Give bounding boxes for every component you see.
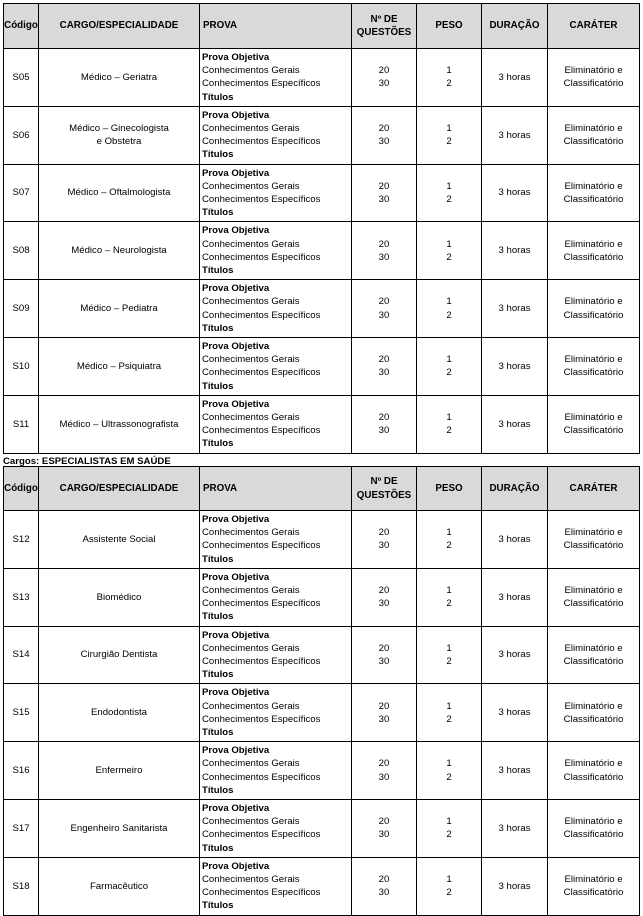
cell-cargo bbox=[39, 222, 200, 280]
cell-questoes bbox=[352, 337, 417, 395]
cell-questoes bbox=[352, 395, 417, 453]
prova-title: Prova Objetiva bbox=[202, 745, 270, 757]
peso-gerais: 1 bbox=[446, 527, 452, 539]
cell-prova bbox=[200, 568, 352, 626]
cell-codigo: S15 bbox=[4, 684, 39, 742]
peso-especificos: 2 bbox=[446, 829, 452, 841]
table-row bbox=[4, 568, 640, 626]
cell-prova bbox=[200, 395, 352, 453]
questoes-gerais: 20 bbox=[378, 527, 390, 539]
prova-gerais: Conhecimentos Gerais bbox=[202, 354, 300, 366]
cell-prova bbox=[200, 280, 352, 338]
cargo-line-1: Médico – Geriatra bbox=[80, 71, 158, 83]
cell-prova bbox=[200, 337, 352, 395]
cell-codigo: S07 bbox=[4, 164, 39, 222]
table-row bbox=[4, 511, 640, 569]
cell-carater bbox=[548, 568, 640, 626]
carater-line-1: Eliminatório e bbox=[564, 527, 623, 539]
cell-peso bbox=[417, 626, 482, 684]
questoes-gerais: 20 bbox=[378, 238, 390, 250]
cell-cargo bbox=[39, 742, 200, 800]
cargo-line-1: Assistente Social bbox=[82, 533, 156, 545]
prova-especificos: Conhecimentos Específicos bbox=[202, 193, 321, 205]
cell-peso bbox=[417, 49, 482, 107]
peso-especificos: 2 bbox=[446, 540, 452, 552]
peso-gerais: 1 bbox=[446, 584, 452, 596]
peso-especificos: 2 bbox=[446, 425, 452, 437]
peso-especificos: 2 bbox=[446, 598, 452, 610]
carater-line-1: Eliminatório e bbox=[564, 584, 623, 596]
questoes-gerais: 20 bbox=[378, 642, 390, 654]
header-carater: CARÁTER bbox=[548, 4, 640, 49]
prova-gerais: Conhecimentos Gerais bbox=[202, 873, 300, 885]
cell-codigo: S05 bbox=[4, 49, 39, 107]
cargo-line-2: e Obstetra bbox=[96, 136, 142, 148]
questoes-especificos: 30 bbox=[378, 78, 390, 90]
cell-codigo: S11 bbox=[4, 395, 39, 453]
table-row bbox=[4, 684, 640, 742]
prova-titulos: Títulos bbox=[202, 611, 234, 623]
cell-peso bbox=[417, 568, 482, 626]
prova-titulos: Títulos bbox=[202, 784, 234, 796]
cargo-line-1: Médico – Neurologista bbox=[71, 245, 167, 257]
prova-title: Prova Objetiva bbox=[202, 629, 270, 641]
header-duracao: DURAÇÃO bbox=[482, 4, 548, 49]
cargo-line-1: Engenheiro Sanitarista bbox=[70, 822, 168, 834]
carater-line-1: Eliminatório e bbox=[564, 700, 623, 712]
prova-titulos: Títulos bbox=[202, 264, 234, 276]
cell-cargo bbox=[39, 164, 200, 222]
peso-especificos: 2 bbox=[446, 713, 452, 725]
prova-titulos: Títulos bbox=[202, 91, 234, 103]
cell-prova bbox=[200, 857, 352, 915]
prova-titulos: Títulos bbox=[202, 900, 234, 912]
prova-title: Prova Objetiva bbox=[202, 687, 270, 699]
prova-gerais: Conhecimentos Gerais bbox=[202, 816, 300, 828]
prova-especificos: Conhecimentos Específicos bbox=[202, 251, 321, 263]
carater-line-2: Classificatório bbox=[563, 829, 624, 841]
questoes-especificos: 30 bbox=[378, 829, 390, 841]
peso-especificos: 2 bbox=[446, 367, 452, 379]
cell-codigo: S10 bbox=[4, 337, 39, 395]
questoes-gerais: 20 bbox=[378, 700, 390, 712]
header-carater: CARÁTER bbox=[548, 467, 640, 511]
cargo-line-1: Médico – Psiquiatra bbox=[76, 360, 162, 372]
peso-gerais: 1 bbox=[446, 296, 452, 308]
peso-especificos: 2 bbox=[446, 655, 452, 667]
header-prova: PROVA bbox=[200, 467, 352, 511]
cell-duracao: 3 horas bbox=[482, 742, 548, 800]
prova-gerais: Conhecimentos Gerais bbox=[202, 296, 300, 308]
peso-especificos: 2 bbox=[446, 887, 452, 899]
header-peso: PESO bbox=[417, 467, 482, 511]
prova-title: Prova Objetiva bbox=[202, 225, 270, 237]
cell-peso bbox=[417, 164, 482, 222]
questoes-especificos: 30 bbox=[378, 136, 390, 148]
header-prova: PROVA bbox=[200, 4, 352, 49]
prova-title: Prova Objetiva bbox=[202, 167, 270, 179]
carater-line-1: Eliminatório e bbox=[564, 296, 623, 308]
prova-gerais: Conhecimentos Gerais bbox=[202, 65, 300, 77]
cell-duracao: 3 horas bbox=[482, 799, 548, 857]
cell-codigo: S12 bbox=[4, 511, 39, 569]
prova-title: Prova Objetiva bbox=[202, 283, 270, 295]
prova-especificos: Conhecimentos Específicos bbox=[202, 367, 321, 379]
peso-especificos: 2 bbox=[446, 193, 452, 205]
prova-gerais: Conhecimentos Gerais bbox=[202, 122, 300, 134]
peso-gerais: 1 bbox=[446, 65, 452, 77]
cell-questoes bbox=[352, 799, 417, 857]
cell-questoes bbox=[352, 626, 417, 684]
prova-titulos: Títulos bbox=[202, 207, 234, 219]
cargo-line-1: Médico – Oftalmologista bbox=[67, 187, 171, 199]
cargo-line-1: Médico – Ultrassonografista bbox=[59, 418, 179, 430]
cargo-line-1: Enfermeiro bbox=[95, 764, 143, 776]
prova-titulos: Títulos bbox=[202, 553, 234, 565]
cell-cargo bbox=[39, 626, 200, 684]
cell-codigo: S16 bbox=[4, 742, 39, 800]
questoes-especificos: 30 bbox=[378, 771, 390, 783]
cargo-line-1: Médico – Ginecologista bbox=[69, 122, 169, 134]
cell-questoes bbox=[352, 280, 417, 338]
cell-peso bbox=[417, 395, 482, 453]
peso-gerais: 1 bbox=[446, 758, 452, 770]
prova-titulos: Títulos bbox=[202, 669, 234, 681]
prova-especificos: Conhecimentos Específicos bbox=[202, 309, 321, 321]
cell-duracao: 3 horas bbox=[482, 337, 548, 395]
questoes-gerais: 20 bbox=[378, 758, 390, 770]
carater-line-1: Eliminatório e bbox=[564, 873, 623, 885]
carater-line-1: Eliminatório e bbox=[564, 411, 623, 423]
cell-peso bbox=[417, 337, 482, 395]
table-header-row bbox=[4, 467, 640, 511]
cell-questoes bbox=[352, 164, 417, 222]
cargo-line-1: Farmacêutico bbox=[89, 880, 149, 892]
cell-duracao: 3 horas bbox=[482, 684, 548, 742]
carater-line-1: Eliminatório e bbox=[564, 816, 623, 828]
cell-questoes bbox=[352, 49, 417, 107]
cargo-line-1: Endodontista bbox=[90, 707, 147, 719]
header-cargo: CARGO/ESPECIALIDADE bbox=[39, 4, 200, 49]
prova-titulos: Títulos bbox=[202, 149, 234, 161]
prova-gerais: Conhecimentos Gerais bbox=[202, 238, 300, 250]
cell-duracao: 3 horas bbox=[482, 395, 548, 453]
cell-questoes bbox=[352, 568, 417, 626]
carater-line-1: Eliminatório e bbox=[564, 65, 623, 77]
carater-line-2: Classificatório bbox=[563, 425, 624, 437]
prova-title: Prova Objetiva bbox=[202, 340, 270, 352]
cell-questoes bbox=[352, 222, 417, 280]
prova-title: Prova Objetiva bbox=[202, 860, 270, 872]
peso-gerais: 1 bbox=[446, 180, 452, 192]
cell-codigo: S17 bbox=[4, 799, 39, 857]
cell-carater bbox=[548, 164, 640, 222]
questoes-gerais: 20 bbox=[378, 411, 390, 423]
prova-titulos: Títulos bbox=[202, 322, 234, 334]
prova-especificos: Conhecimentos Específicos bbox=[202, 598, 321, 610]
cargo-line-1: Médico – Pediatra bbox=[80, 302, 158, 314]
table-row bbox=[4, 222, 640, 280]
prova-especificos: Conhecimentos Específicos bbox=[202, 425, 321, 437]
header-codigo: Código bbox=[4, 467, 39, 511]
cell-carater bbox=[548, 222, 640, 280]
questoes-especificos: 30 bbox=[378, 367, 390, 379]
questoes-gerais: 20 bbox=[378, 354, 390, 366]
cell-cargo bbox=[39, 857, 200, 915]
carater-line-2: Classificatório bbox=[563, 713, 624, 725]
cell-carater bbox=[548, 395, 640, 453]
table-row bbox=[4, 799, 640, 857]
cell-questoes bbox=[352, 511, 417, 569]
peso-gerais: 1 bbox=[446, 700, 452, 712]
table-row bbox=[4, 395, 640, 453]
prova-especificos: Conhecimentos Específicos bbox=[202, 829, 321, 841]
prova-title: Prova Objetiva bbox=[202, 513, 270, 525]
cell-prova bbox=[200, 222, 352, 280]
cell-carater bbox=[548, 626, 640, 684]
cell-duracao: 3 horas bbox=[482, 164, 548, 222]
peso-especificos: 2 bbox=[446, 251, 452, 263]
cell-peso bbox=[417, 742, 482, 800]
cell-prova bbox=[200, 799, 352, 857]
carater-line-2: Classificatório bbox=[563, 655, 624, 667]
carater-line-2: Classificatório bbox=[563, 309, 624, 321]
cell-carater bbox=[548, 684, 640, 742]
peso-gerais: 1 bbox=[446, 411, 452, 423]
cell-prova bbox=[200, 511, 352, 569]
cell-prova bbox=[200, 626, 352, 684]
prova-especificos: Conhecimentos Específicos bbox=[202, 655, 321, 667]
carater-line-2: Classificatório bbox=[563, 136, 624, 148]
carater-line-2: Classificatório bbox=[563, 598, 624, 610]
questoes-gerais: 20 bbox=[378, 65, 390, 77]
cargo-line-1: Biomédico bbox=[96, 591, 142, 603]
cell-prova bbox=[200, 742, 352, 800]
carater-line-2: Classificatório bbox=[563, 78, 624, 90]
cell-duracao: 3 horas bbox=[482, 280, 548, 338]
header-questoes: Nº DE QUESTÕES bbox=[352, 467, 417, 511]
prova-especificos: Conhecimentos Específicos bbox=[202, 136, 321, 148]
cell-carater bbox=[548, 511, 640, 569]
prova-especificos: Conhecimentos Específicos bbox=[202, 771, 321, 783]
cell-questoes bbox=[352, 742, 417, 800]
cell-codigo: S18 bbox=[4, 857, 39, 915]
questoes-especificos: 30 bbox=[378, 713, 390, 725]
table-row bbox=[4, 626, 640, 684]
carater-line-2: Classificatório bbox=[563, 367, 624, 379]
table-row bbox=[4, 742, 640, 800]
carater-line-1: Eliminatório e bbox=[564, 758, 623, 770]
prova-title: Prova Objetiva bbox=[202, 398, 270, 410]
cell-duracao: 3 horas bbox=[482, 106, 548, 164]
table-header-row bbox=[4, 4, 640, 49]
table-row bbox=[4, 49, 640, 107]
exam-table-especialistas bbox=[3, 466, 640, 916]
questoes-especificos: 30 bbox=[378, 251, 390, 263]
table-row bbox=[4, 106, 640, 164]
cell-peso bbox=[417, 222, 482, 280]
carater-line-2: Classificatório bbox=[563, 771, 624, 783]
questoes-gerais: 20 bbox=[378, 873, 390, 885]
cell-prova bbox=[200, 106, 352, 164]
cell-carater bbox=[548, 337, 640, 395]
prova-title: Prova Objetiva bbox=[202, 51, 270, 63]
cell-codigo: S14 bbox=[4, 626, 39, 684]
cargo-line-1: Cirurgião Dentista bbox=[80, 649, 158, 661]
cell-duracao: 3 horas bbox=[482, 626, 548, 684]
cell-questoes bbox=[352, 857, 417, 915]
table-row bbox=[4, 857, 640, 915]
questoes-especificos: 30 bbox=[378, 598, 390, 610]
cell-questoes bbox=[352, 684, 417, 742]
peso-especificos: 2 bbox=[446, 78, 452, 90]
peso-especificos: 2 bbox=[446, 136, 452, 148]
peso-gerais: 1 bbox=[446, 873, 452, 885]
carater-line-1: Eliminatório e bbox=[564, 180, 623, 192]
cell-carater bbox=[548, 857, 640, 915]
prova-title: Prova Objetiva bbox=[202, 571, 270, 583]
cell-peso bbox=[417, 857, 482, 915]
peso-gerais: 1 bbox=[446, 122, 452, 134]
cell-duracao: 3 horas bbox=[482, 857, 548, 915]
cell-carater bbox=[548, 49, 640, 107]
cell-peso bbox=[417, 280, 482, 338]
cell-prova bbox=[200, 49, 352, 107]
prova-gerais: Conhecimentos Gerais bbox=[202, 642, 300, 654]
cell-cargo bbox=[39, 337, 200, 395]
prova-titulos: Títulos bbox=[202, 842, 234, 854]
cell-codigo: S06 bbox=[4, 106, 39, 164]
peso-especificos: 2 bbox=[446, 771, 452, 783]
prova-especificos: Conhecimentos Específicos bbox=[202, 887, 321, 899]
questoes-gerais: 20 bbox=[378, 816, 390, 828]
prova-titulos: Títulos bbox=[202, 380, 234, 392]
cell-peso bbox=[417, 106, 482, 164]
header-cargo: CARGO/ESPECIALIDADE bbox=[39, 467, 200, 511]
prova-especificos: Conhecimentos Específicos bbox=[202, 78, 321, 90]
cell-cargo bbox=[39, 799, 200, 857]
cell-cargo bbox=[39, 106, 200, 164]
prova-gerais: Conhecimentos Gerais bbox=[202, 527, 300, 539]
questoes-gerais: 20 bbox=[378, 122, 390, 134]
questoes-especificos: 30 bbox=[378, 309, 390, 321]
cell-duracao: 3 horas bbox=[482, 568, 548, 626]
cell-codigo: S13 bbox=[4, 568, 39, 626]
carater-line-1: Eliminatório e bbox=[564, 238, 623, 250]
questoes-especificos: 30 bbox=[378, 887, 390, 899]
carater-line-2: Classificatório bbox=[563, 540, 624, 552]
prova-gerais: Conhecimentos Gerais bbox=[202, 411, 300, 423]
prova-gerais: Conhecimentos Gerais bbox=[202, 584, 300, 596]
cell-duracao: 3 horas bbox=[482, 222, 548, 280]
cell-cargo bbox=[39, 280, 200, 338]
prova-especificos: Conhecimentos Específicos bbox=[202, 713, 321, 725]
carater-line-2: Classificatório bbox=[563, 251, 624, 263]
header-duracao: DURAÇÃO bbox=[482, 467, 548, 511]
table-row bbox=[4, 280, 640, 338]
questoes-gerais: 20 bbox=[378, 584, 390, 596]
peso-gerais: 1 bbox=[446, 642, 452, 654]
header-questoes: Nº DE QUESTÕES bbox=[352, 4, 417, 49]
prova-gerais: Conhecimentos Gerais bbox=[202, 700, 300, 712]
cell-prova bbox=[200, 684, 352, 742]
cell-cargo bbox=[39, 684, 200, 742]
cell-cargo bbox=[39, 568, 200, 626]
carater-line-1: Eliminatório e bbox=[564, 642, 623, 654]
cell-carater bbox=[548, 280, 640, 338]
cell-peso bbox=[417, 684, 482, 742]
cell-cargo bbox=[39, 511, 200, 569]
header-peso: PESO bbox=[417, 4, 482, 49]
peso-gerais: 1 bbox=[446, 816, 452, 828]
prova-title: Prova Objetiva bbox=[202, 802, 270, 814]
cell-carater bbox=[548, 742, 640, 800]
cell-prova bbox=[200, 164, 352, 222]
carater-line-2: Classificatório bbox=[563, 193, 624, 205]
carater-line-2: Classificatório bbox=[563, 887, 624, 899]
peso-gerais: 1 bbox=[446, 354, 452, 366]
header-codigo: Código bbox=[4, 4, 39, 49]
carater-line-1: Eliminatório e bbox=[564, 122, 623, 134]
questoes-especificos: 30 bbox=[378, 655, 390, 667]
prova-title: Prova Objetiva bbox=[202, 109, 270, 121]
cell-cargo bbox=[39, 395, 200, 453]
section-title-especialistas: Cargos: ESPECIALISTAS EM SAÚDE bbox=[3, 456, 171, 467]
questoes-especificos: 30 bbox=[378, 540, 390, 552]
questoes-gerais: 20 bbox=[378, 180, 390, 192]
peso-gerais: 1 bbox=[446, 238, 452, 250]
questoes-especificos: 30 bbox=[378, 193, 390, 205]
cell-codigo: S09 bbox=[4, 280, 39, 338]
cell-codigo: S08 bbox=[4, 222, 39, 280]
cell-peso bbox=[417, 799, 482, 857]
cell-carater bbox=[548, 799, 640, 857]
prova-gerais: Conhecimentos Gerais bbox=[202, 758, 300, 770]
prova-especificos: Conhecimentos Específicos bbox=[202, 540, 321, 552]
questoes-gerais: 20 bbox=[378, 296, 390, 308]
exam-table-medicos bbox=[3, 3, 640, 454]
table-row bbox=[4, 164, 640, 222]
prova-gerais: Conhecimentos Gerais bbox=[202, 180, 300, 192]
prova-titulos: Títulos bbox=[202, 726, 234, 738]
cell-peso bbox=[417, 511, 482, 569]
prova-titulos: Títulos bbox=[202, 438, 234, 450]
table-row bbox=[4, 337, 640, 395]
questoes-especificos: 30 bbox=[378, 425, 390, 437]
cell-cargo bbox=[39, 49, 200, 107]
cell-questoes bbox=[352, 106, 417, 164]
cell-carater bbox=[548, 106, 640, 164]
carater-line-1: Eliminatório e bbox=[564, 354, 623, 366]
cell-duracao: 3 horas bbox=[482, 511, 548, 569]
cell-duracao: 3 horas bbox=[482, 49, 548, 107]
peso-especificos: 2 bbox=[446, 309, 452, 321]
